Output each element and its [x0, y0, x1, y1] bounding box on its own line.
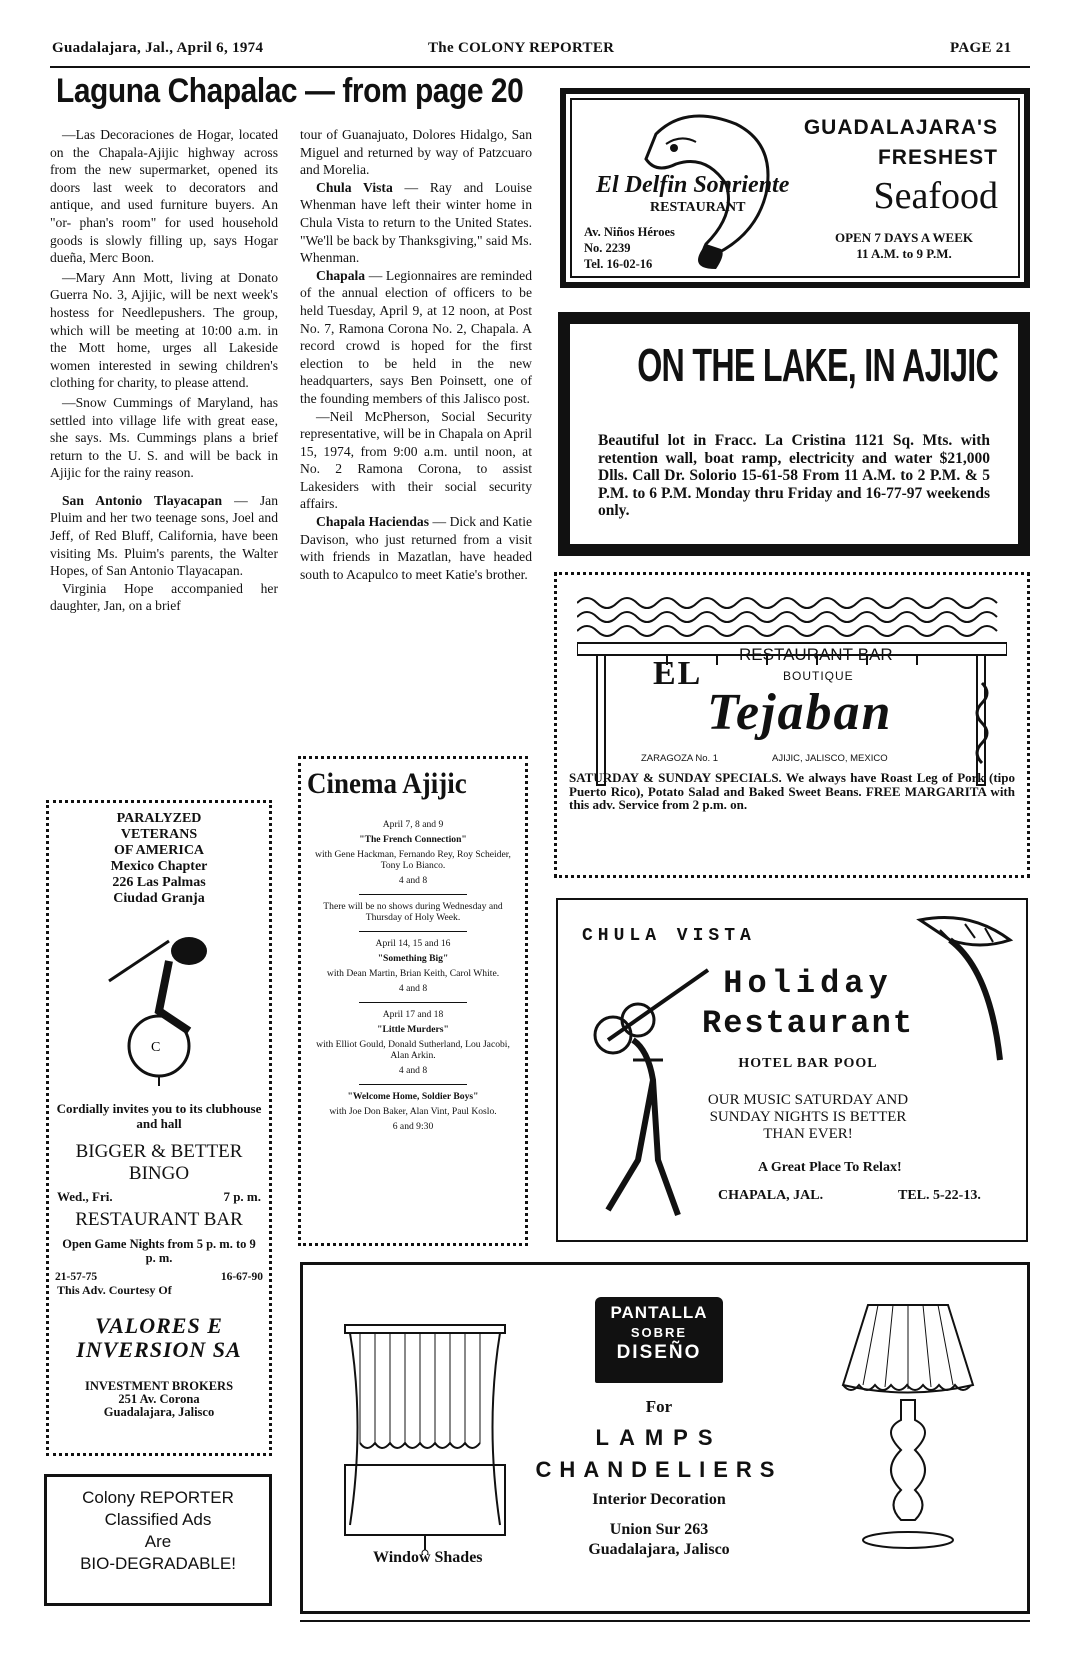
cinema-times: 4 and 8 [398, 1065, 428, 1076]
page-number: PAGE 21 [950, 40, 1012, 56]
veterans-brokers-line: 251 Av. Corona [118, 1392, 200, 1406]
valores-logo: VALORES E INVERSION SA [76, 1313, 242, 1362]
chula-slogan: A Great Place To Relax! [758, 1160, 902, 1175]
cinema-listing [309, 901, 517, 932]
delfin-hours-line: OPEN 7 DAYS A WEEK [835, 230, 973, 245]
delfin-address-line: Av. Niños Héroes [584, 225, 675, 239]
classified-text [47, 1487, 269, 1575]
article-paragraph [300, 179, 532, 267]
cinema-times: 4 and 8 [398, 983, 428, 994]
pantalla-logo [595, 1297, 723, 1383]
chula-phone: TEL. 5-22-13. [898, 1188, 981, 1203]
pantalla-interior: Interior Decoration [592, 1491, 726, 1508]
veterans-phone: 16-67-90 [220, 1271, 263, 1283]
tejaban-address-right: AJIJIC, JALISCO, MEXICO [772, 753, 888, 764]
cinema-cast: There will be no shows during Wednesday and Thursday of Holy Week. [323, 901, 503, 923]
cinema-film: "Little Murders" [377, 1024, 449, 1035]
cinema-times: 4 and 8 [398, 875, 428, 886]
pantalla-lamps: LAMPS [595, 1425, 723, 1450]
delfin-headline-3: Seafood [873, 175, 998, 217]
section-lead: Chapala [316, 267, 366, 283]
article-paragraph: —Las Decoraciones de Hogar, located on the Chapala-Ajijic highway across from the new supermarket, opened its doors last week to decorators and antique, and used furniture buyers. An "or- phan's room" for used household goods is slowly filling up, says Hogar dueña, Merc Boon. [50, 127, 278, 266]
cinema-listing [309, 819, 517, 895]
tejaban-el: EL [653, 655, 703, 692]
cinema-film: "Something Big" [377, 953, 449, 964]
pantalla-for: For [645, 1397, 673, 1416]
ad-cinema-ajijic [298, 756, 528, 1246]
chula-restaurant-title [698, 964, 918, 1044]
article-column-2 [300, 126, 532, 583]
veterans-heading-line: PARALYZED [116, 811, 202, 826]
article-text: — Dick and Katie Davison, who just returned from a visit with friends in Mazatlan, have headed south to Acapulco to meet Katie's brother. [300, 514, 533, 582]
veterans-invite: Cordially invites you to its clubhouse and hall [56, 1101, 262, 1131]
article-paragraph [300, 513, 532, 583]
veterans-heading-line: Ciudad Granja [113, 891, 205, 906]
delfin-hours [804, 230, 1004, 262]
veterans-phones [55, 1271, 263, 1283]
delfin-headline-2: FRESHEST [877, 146, 998, 169]
classified-line: Classified Ads [104, 1510, 212, 1529]
delfin-phone: Tel. 16-02-16 [584, 257, 653, 271]
svg-text:C: C [151, 1040, 161, 1055]
article-text: — Legionnaires are reminded of the annual election of officers to be held Tuesday, April 9, at 12 noon, at Post No. 7, Ramona Corona No. 2, Chapala. A record crowd is hoped for the first election to be held in the new headquarters, says Ben Poinsett, one of the founding members of this Jalisco post. [300, 267, 532, 406]
chula-city: CHAPALA, JAL. [718, 1188, 824, 1203]
veterans-phone: 21-57-75 [55, 1271, 98, 1283]
tejaban-name: Tejaban [707, 684, 893, 741]
window-shades-caption: Window Shades [373, 1549, 483, 1566]
section-lead: San Antonio Tlayacapan [62, 492, 223, 508]
delfin-headline-1: GUADALAJARA'S [803, 116, 998, 139]
article-paragraph: —Mary Ann Mott, living at Donato Guerra No. 3, Ajijic, will be next week's hostess for Needlepushers. The group, which will be meeting at 10:00 a.m. in the Mott home, urges all Lakeside women interested in sewing children's clothing for charity, to please attend. [50, 269, 278, 391]
article-paragraph: —Snow Cummings of Maryland, has settled into village life with great ease, she says. Ms. Cummings plans a brief return to the U. S. and will be back in Ajijic for the rainy reason. [50, 394, 278, 481]
article-paragraph: San Antonio Tlayacapan — Jan Pluim and her two teenage sons, Joel and Jeff, of Red Bluff, California, have been visiting Ms. Pluim's parents, the Walter Hopes, of San Antonio Tlayacapan. [50, 492, 278, 579]
cinema-film: "Welcome Home, Soldier Boys" [347, 1091, 479, 1102]
veterans-brokers [49, 1380, 269, 1419]
veterans-heading-line: VETERANS [120, 827, 198, 842]
cinema-listing [309, 1091, 517, 1132]
veterans-open: Open Game Nights from 5 p. m. to 9 p. m. [62, 1237, 256, 1265]
veterans-brokers-line: INVESTMENT BROKERS [84, 1379, 234, 1393]
delfin-hours-line: 11 A.M. to 9 P.M. [856, 246, 952, 261]
veterans-time: 7 p. m. [223, 1189, 261, 1204]
cinema-times: 6 and 9:30 [392, 1121, 434, 1132]
ad-el-tejaban [554, 572, 1030, 878]
ad-on-the-lake [558, 312, 1030, 556]
ad-pantalla-sobre-diseno [300, 1262, 1030, 1614]
headline: Laguna Chapalac — from page 20 [56, 72, 524, 110]
veterans-heading [49, 811, 269, 907]
delfin-address-line: No. 2239 [584, 241, 631, 255]
cinema-title: Cinema Ajijic [307, 767, 467, 800]
table-lamp-illustration [833, 1295, 983, 1555]
classified-line: Are [144, 1532, 172, 1551]
cinema-film: "The French Connection" [359, 834, 467, 845]
pantalla-logo-line: DISEÑO [616, 1342, 702, 1363]
wheelchair-illustration [99, 921, 219, 1091]
delfin-restaurant-label: RESTAURANT [650, 200, 746, 215]
veterans-heading-line: Mexico Chapter [110, 859, 208, 874]
section-lead: Chula Vista [316, 179, 393, 195]
veterans-brokers-line: Guadalajara, Jalisco [103, 1405, 215, 1419]
cinema-divider [359, 931, 467, 932]
veterans-days: Wed., Fri. [57, 1189, 113, 1204]
chula-music: OUR MUSIC SATURDAY AND SUNDAY NIGHTS IS BETTER THAN EVER! [707, 1092, 909, 1142]
cinema-divider [359, 1002, 467, 1003]
article-paragraph: Virginia Hope accompanied her daughter, Jan, on a brief [50, 580, 278, 614]
pantalla-logo-line: SOBRE [630, 1325, 688, 1340]
cinema-listing [309, 1009, 517, 1085]
veterans-courtesy: This Adv. Courtesy Of [57, 1283, 172, 1297]
ad-classified [44, 1474, 272, 1606]
article-text: — Ray and Louise Whenman have left their winter home in Chula Vista to return to the United States. "We'll be back by Thanksgiving," said Ms. Whenman. [300, 179, 532, 266]
cinema-divider [359, 894, 467, 895]
veterans-heading-line: OF AMERICA [113, 843, 205, 858]
article-paragraph [300, 267, 532, 408]
paper-name: The COLONY REPORTER [428, 40, 615, 56]
veterans-bingo-line: BIGGER & BETTER [75, 1141, 243, 1162]
leaf-illustration [910, 910, 1020, 1070]
cinema-cast: with Elliot Gould, Donald Sutherland, Lou Jacobi, Alan Arkin. [316, 1039, 510, 1061]
classified-line: Colony REPORTER [82, 1488, 234, 1507]
tejaban-address-left: ZARAGOZA No. 1 [641, 753, 719, 764]
pantalla-logo-line: PANTALLA [610, 1303, 708, 1322]
cinema-dates: April 17 and 18 [382, 1009, 444, 1020]
delfin-address [584, 224, 675, 272]
pantalla-chandeliers: CHANDELIERS [535, 1457, 783, 1482]
cinema-cast: with Dean Martin, Brian Keith, Carol White. [326, 968, 500, 979]
tejaban-type: RESTAURANT-BAR [739, 645, 893, 664]
veterans-schedule [57, 1189, 261, 1205]
section-lead: Chapala Haciendas [316, 514, 430, 530]
window-shade-illustration [325, 1305, 525, 1555]
veterans-bingo [49, 1141, 269, 1185]
ad-chula-vista [556, 898, 1028, 1242]
veterans-heading-line: 226 Las Palmas [112, 875, 206, 890]
ad-delfin-sonriente [560, 88, 1030, 288]
lake-body: Beautiful lot in Fracc. La Cristina 1121 Sq. Mts. with retention wall, boat ramp, electricity and water $21,000 Dlls. Call Dr. Solorio 15-61-58 From 11 A.M. to 2 P.M. & 5 P.M. to 6 P.M. Monday thru Friday and 16-77-97 weekends only. [598, 432, 990, 519]
classified-line: BIO-DEGRADABLE! [80, 1554, 236, 1573]
cinema-dates: April 7, 8 and 9 [382, 819, 444, 830]
veterans-bingo-line: BINGO [128, 1163, 190, 1184]
chula-title-line: Restaurant [701, 1005, 915, 1042]
chula-title-line: Holiday [723, 965, 893, 1002]
veterans-restaurant-bar: RESTAURANT BAR [75, 1209, 243, 1230]
pantalla-city: Guadalajara, Jalisco [588, 1541, 730, 1558]
cinema-divider [359, 1084, 467, 1085]
chula-amenities: HOTEL BAR POOL [738, 1056, 878, 1071]
footer-rule [300, 1620, 1030, 1622]
dateline: Guadalajara, Jal., April 6, 1974 [52, 40, 264, 56]
tejaban-boutique: BOUTIQUE [783, 669, 854, 683]
ad-paralyzed-veterans [46, 800, 272, 1456]
cinema-cast: with Joe Don Baker, Alan Vint, Paul Koslo. [329, 1106, 497, 1117]
article-paragraph: tour of Guanajuato, Dolores Hidalgo, San Miguel and returned by way of Patzcuaro and Morelia. [300, 127, 532, 178]
lake-title: ON THE LAKE, IN AJIJIC [637, 339, 999, 391]
cinema-listings [309, 815, 517, 1138]
article-column-1 [50, 126, 278, 615]
header-rule [50, 66, 1030, 68]
cinema-listing [309, 938, 517, 1003]
chula-vista-title: CHULA VISTA [582, 926, 756, 946]
pantalla-address: Union Sur 263 [609, 1521, 709, 1538]
delfin-script-name: El Delfin Sonriente [596, 172, 790, 198]
article-text: Jan Pluim and her two teenage sons, Joel and Jeff, of Red Bluff, California, have been visiting Ms. Pluim's parents, the Walter Hopes, of San Antonio Tlayacapan. [50, 492, 278, 579]
tejaban-specials: SATURDAY & SUNDAY SPECIALS. We always have Roast Leg of Pork (tipo Puerto Rico), Potato Salad and Baked Sweet Beans. FREE MARGARITA with this adv. Service from 2 p.m. on. [569, 770, 1015, 812]
article-paragraph: —Neil McPherson, Social Security representative, will be in Chapala on April 15, 1974, from 9:00 a.m. until noon, at No. 2 Ramona Corona, to assist Lakesiders with their social security affairs. [300, 408, 532, 512]
cinema-dates: April 14, 15 and 16 [375, 938, 451, 949]
cinema-cast: with Gene Hackman, Fernando Rey, Roy Scheider, Tony Lo Bianco. [315, 849, 511, 871]
